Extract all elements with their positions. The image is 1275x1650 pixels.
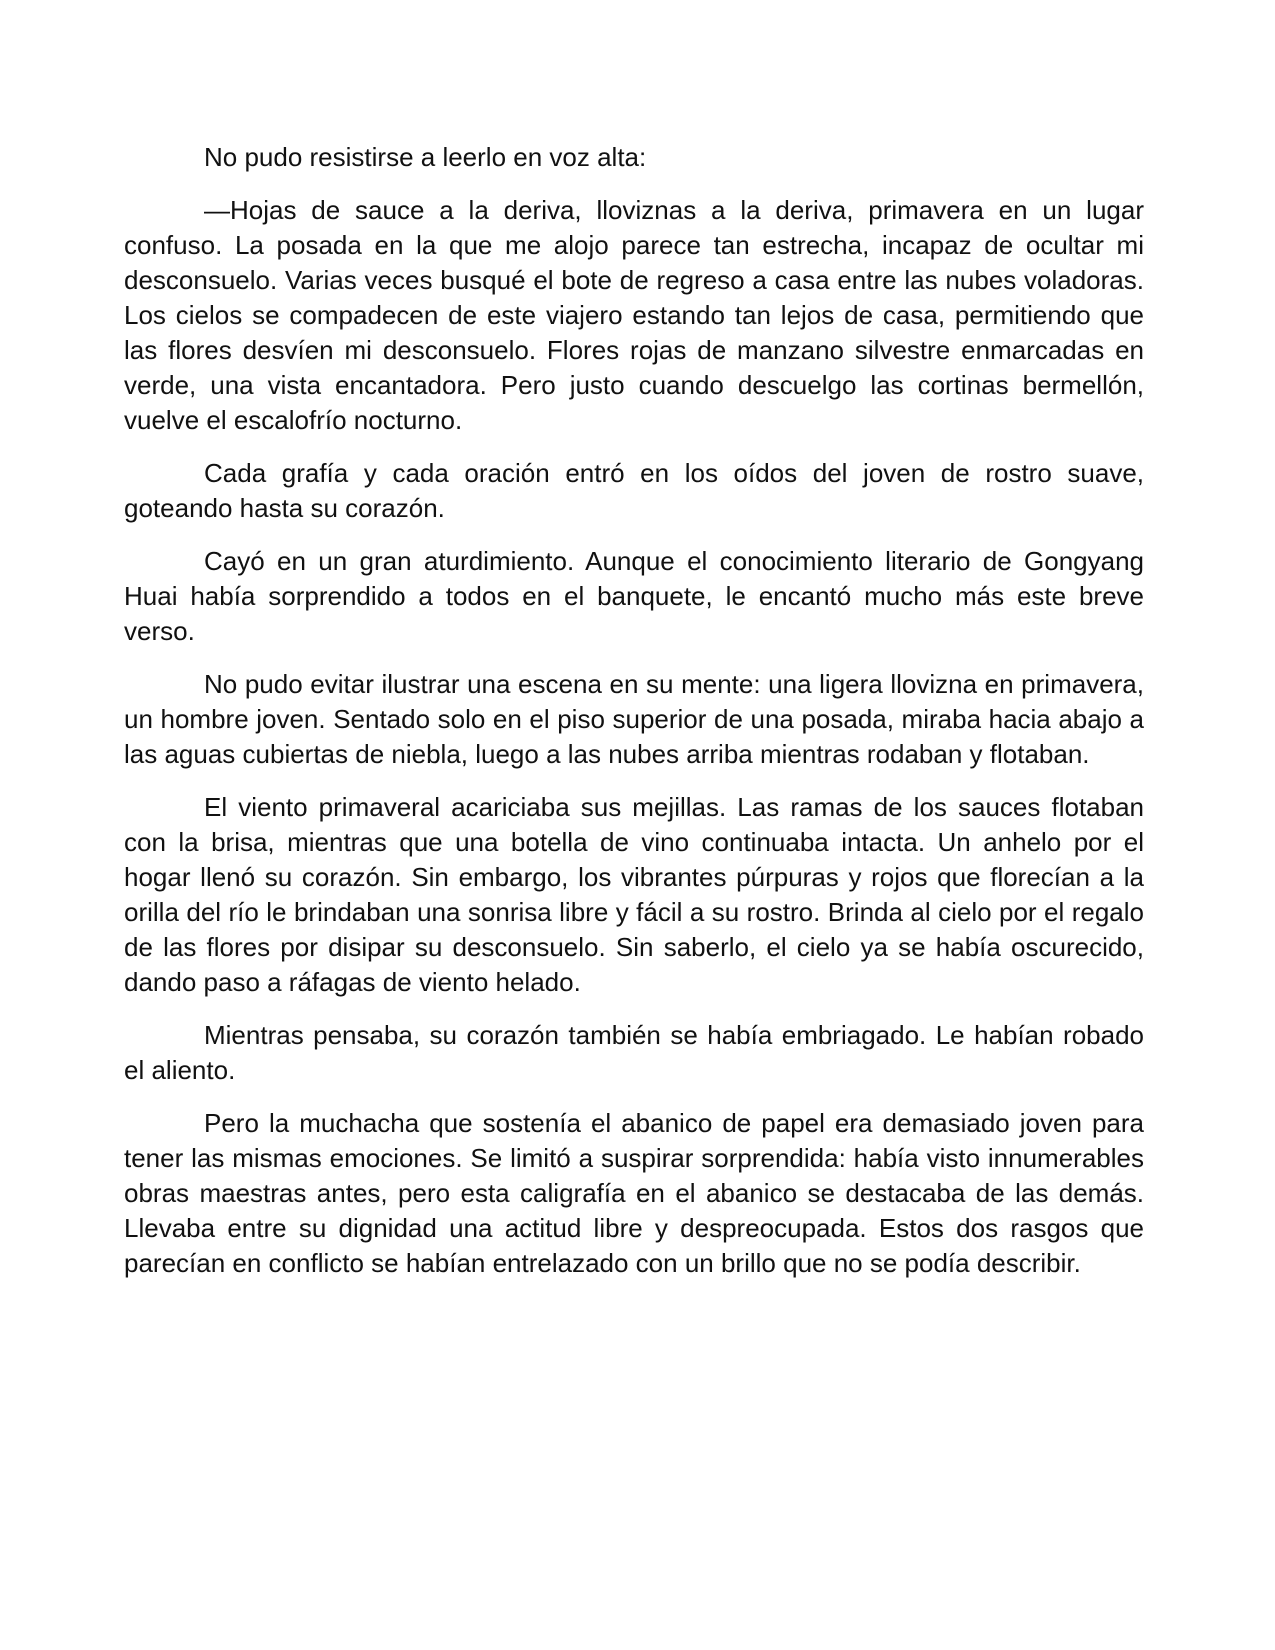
paragraph: Pero la muchacha que sostenía el abanico de papel era demasiado joven para tener las mismas emociones. Se limitó a suspirar sorprendida: había visto innumerables obras maestras antes, pero esta caligrafía en el abanico se destacaba de las demás. Llevaba entre su dignidad una actitud libre y despreocupada. Estos dos rasgos que parecían en conflicto se habían entrelazado con un brillo que no se podía describir. bbox=[124, 1108, 1144, 1278]
paragraph: El viento primaveral acariciaba sus mejillas. Las ramas de los sauces flotaban con la brisa, mientras que una botella de vino continuaba intacta. Un anhelo por el hogar llenó su corazón. Sin embargo, los vibrantes púrpuras y rojos que florecían a la orilla del río le brindaban una sonrisa libre y fácil a su rostro. Brinda al cielo por el regalo de las flores por disipar su desconsuelo. Sin saberlo, el cielo ya se había oscurecido, dando paso a ráfagas de viento helado. bbox=[124, 792, 1144, 997]
paragraph: No pudo resistirse a leerlo en voz alta: bbox=[204, 142, 647, 172]
paragraph: —Hojas de sauce a la deriva, lloviznas a la deriva, primavera en un lugar confuso. La posada en la que me alojo parece tan estrecha, incapaz de ocultar mi desconsuelo. Varias veces busqué el bote de regreso a casa entre las nubes voladoras. Los cielos se compadecen de este viajero estando tan lejos de casa, permitiendo que las flores desvíen mi desconsuelo. Flores rojas de manzano silvestre enmarcadas en verde, una vista encantadora. Pero justo cuando descuelgo las cortinas bermellón, vuelve el escalofrío nocturno. bbox=[124, 195, 1144, 435]
paragraph: Mientras pensaba, su corazón también se había embriagado. Le habían robado el aliento. bbox=[124, 1020, 1144, 1085]
paragraph: Cayó en un gran aturdimiento. Aunque el conocimiento literario de Gongyang Huai había sorprendido a todos en el banquete, le encantó mucho más este breve verso. bbox=[124, 546, 1144, 646]
document-page bbox=[124, 140, 1144, 1299]
paragraph: Cada grafía y cada oración entró en los oídos del joven de rostro suave, goteando hasta su corazón. bbox=[124, 458, 1144, 523]
paragraph: No pudo evitar ilustrar una escena en su mente: una ligera llovizna en primavera, un hombre joven. Sentado solo en el piso superior de una posada, miraba hacia abajo a las aguas cubiertas de niebla, luego a las nubes arriba mientras rodaban y flotaban. bbox=[124, 669, 1144, 769]
